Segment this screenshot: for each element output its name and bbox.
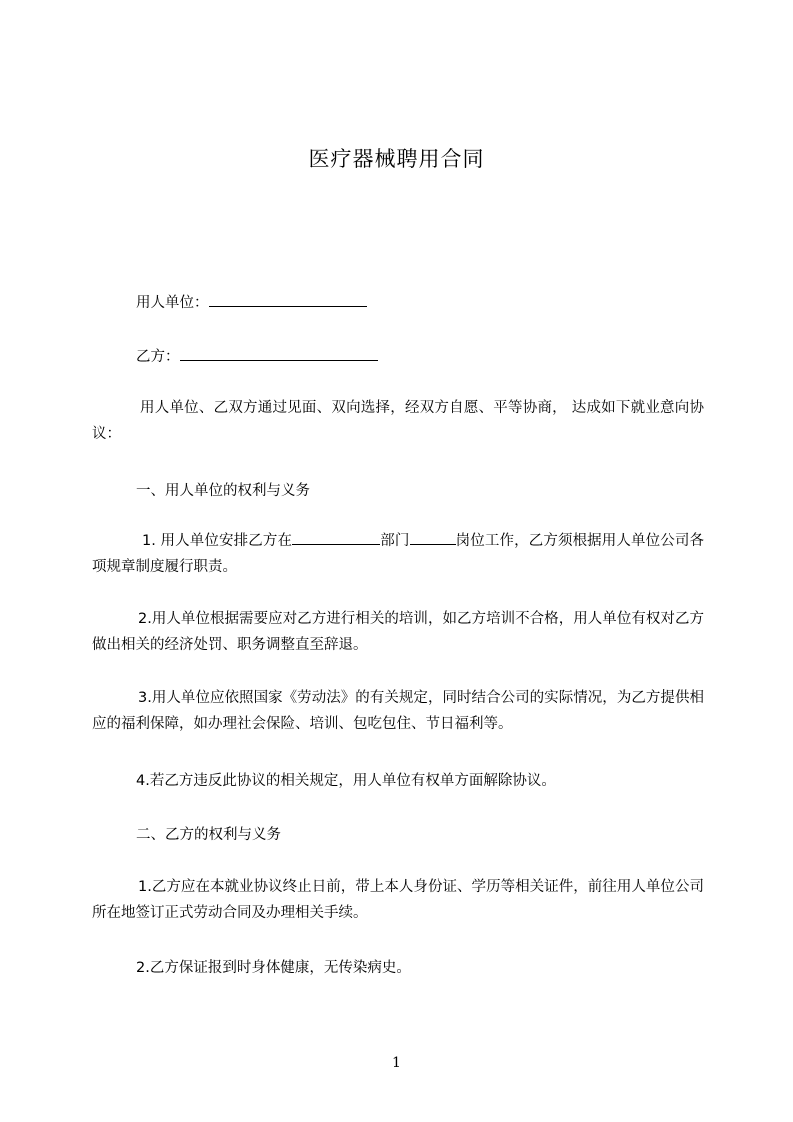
section2-item2: 2.乙方保证报到时身体健康，无传染病史。 xyxy=(136,960,411,976)
s1-item1-part-b: 部门 xyxy=(380,533,410,549)
party-b-label: 乙方： xyxy=(136,349,180,365)
party-b-line xyxy=(136,345,378,366)
section2-item1: 1.乙方应在本就业协议终止日前，带上本人身份证、学历等相关证件，前往用人单位公司所在地签订正式劳动合同及办理相关手续。 xyxy=(92,879,704,921)
page-number: 1 xyxy=(392,1055,401,1071)
section2-heading: 二、乙方的权利与义务 xyxy=(136,827,281,843)
employer-blank[interactable] xyxy=(209,292,367,307)
section1-item1 xyxy=(92,528,704,580)
s1-item1-part-c: 岗位工作，乙方须根据用人单位公司各项规章制度履行职责。 xyxy=(92,533,705,575)
position-blank[interactable] xyxy=(410,530,456,545)
section1-heading: 一、用人单位的权利与义务 xyxy=(136,483,310,499)
intro-paragraph: 用人单位、乙双方通过见面、双向选择，经双方自愿、平等协商， 达成如下就业意向协议： xyxy=(92,400,704,442)
employer-line xyxy=(136,291,367,312)
section1-item3: 3.用人单位应依照国家《劳动法》的有关规定，同时结合公司的实际情况，为乙方提供相应的福利保障，如办理社会保险、培训、包吃包住、节日福利等。 xyxy=(92,690,704,732)
section1-item2: 2.用人单位根据需要应对乙方进行相关的培训，如乙方培训不合格，用人单位有权对乙方做出相关的经济处罚、职务调整直至辞退。 xyxy=(92,611,704,653)
party-b-blank[interactable] xyxy=(180,346,378,361)
section1-item4: 4.若乙方违反此协议的相关规定，用人单位有权单方面解除协议。 xyxy=(136,773,556,789)
department-blank[interactable] xyxy=(292,530,380,545)
s1-item1-part-a: 1. 用人单位安排乙方在 xyxy=(142,533,293,549)
employer-label: 用人单位： xyxy=(136,295,209,311)
document-title: 医疗器械聘用合同 xyxy=(308,147,485,171)
